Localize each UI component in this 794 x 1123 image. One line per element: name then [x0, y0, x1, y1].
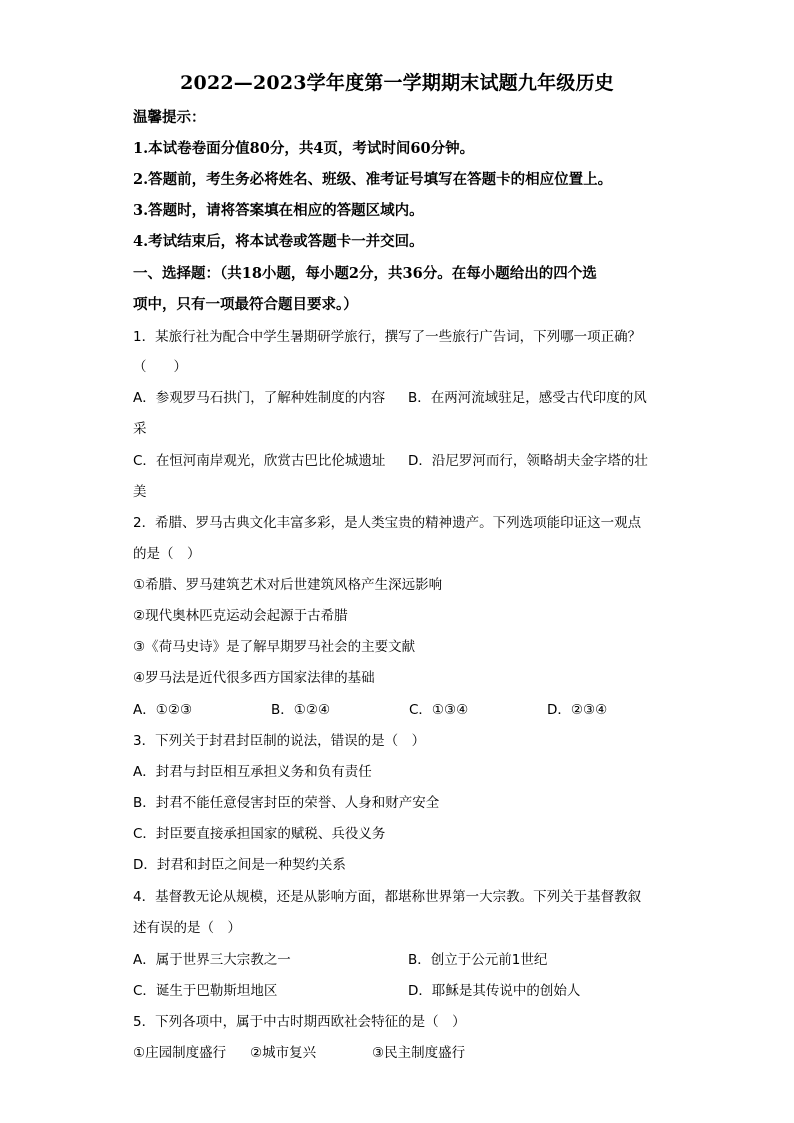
q2-statement-3: ③《荷马史诗》是了解早期罗马社会的主要文献 [133, 639, 416, 655]
q1-option-d-cont: 美 [133, 484, 147, 500]
q3-option-a: A．封君与封臣相互承担义务和负有责任 [133, 764, 372, 780]
tip-item-4: 4.考试结束后，将本试卷或答题卡一并交回。 [133, 233, 424, 250]
q3-stem: 3．下列关于封君封臣制的说法，错误的是（ ） [133, 733, 426, 749]
q2-option-a: A．①②③ [133, 702, 193, 718]
q4-option-a: A．属于世界三大宗教之一 [133, 952, 291, 968]
tip-item-1: 1.本试卷卷面分值80分，共4页，考试时间60分钟。 [133, 140, 475, 157]
q1-option-b: B．在两河流域驻足，感受古代印度的风 [408, 390, 647, 406]
q3-option-b: B．封君不能任意侵害封臣的荣誉、人身和财产安全 [133, 795, 440, 811]
q3-option-d: D．封君和封臣之间是一种契约关系 [133, 857, 346, 873]
q2-option-c: C．①③④ [409, 702, 469, 718]
q1-stem: 1．某旅行社为配合中学生暑期研学旅行，撰写了一些旅行广告词，下列哪一项正确？ [133, 329, 642, 345]
q2-option-b: B．①②④ [271, 702, 331, 718]
section-heading-line1: 一、选择题：（共18小题，每小题2分，共36分。在每小题给出的四个选 [133, 265, 597, 282]
page-title: 2022—2023学年度第一学期期末试题九年级历史 [180, 72, 614, 94]
q2-statement-4: ④罗马法是近代很多西方国家法律的基础 [133, 670, 375, 686]
q2-statement-2: ②现代奥林匹克运动会起源于古希腊 [133, 608, 348, 624]
q4-stem: 4．基督教无论从规模，还是从影响方面，都堪称世界第一大宗教。下列关于基督教叙 [133, 889, 642, 905]
q5-statement-3: ③民主制度盛行 [372, 1045, 466, 1061]
q1-option-d: D．沿尼罗河而行，领略胡夫金字塔的壮 [408, 453, 648, 469]
q5-stem: 5．下列各项中，属于中古时期西欧社会特征的是（ ） [133, 1014, 466, 1030]
q2-stem-cont: 的是（ ） [133, 546, 201, 562]
q2-statement-1: ①希腊、罗马建筑艺术对后世建筑风格产生深远影响 [133, 577, 443, 593]
section-heading-line2: 项中，只有一项最符合题目要求。） [133, 296, 358, 313]
q2-option-d: D．②③④ [547, 702, 608, 718]
tips-heading: 温馨提示： [133, 109, 206, 126]
q1-stem-paren: （ ） [133, 359, 187, 375]
tip-item-3: 3.答题时，请将答案填在相应的答题区域内。 [133, 202, 424, 219]
q3-option-c: C．封臣要直接承担国家的赋税、兵役义务 [133, 826, 386, 842]
q4-stem-cont: 述有误的是（ ） [133, 920, 241, 936]
q4-option-c: C．诞生于巴勒斯坦地区 [133, 983, 278, 999]
q4-option-d: D．耶稣是其传说中的创始人 [408, 983, 581, 999]
q2-stem: 2．希腊、罗马古典文化丰富多彩，是人类宝贵的精神遗产。下列选项能印证这一观点 [133, 515, 642, 531]
q1-option-b-cont: 采 [133, 421, 147, 437]
tip-item-2: 2.答题前，考生务必将姓名、班级、准考证号填写在答题卡的相应位置上。 [133, 171, 613, 188]
q5-statement-1: ①庄园制度盛行 [133, 1045, 227, 1061]
q1-option-a: A．参观罗马石拱门，了解种姓制度的内容 [133, 390, 386, 406]
q4-option-b: B．创立于公元前1世纪 [408, 952, 548, 968]
q1-option-c: C．在恒河南岸观光，欣赏古巴比伦城遗址 [133, 453, 386, 469]
q5-statement-2: ②城市复兴 [250, 1045, 317, 1061]
